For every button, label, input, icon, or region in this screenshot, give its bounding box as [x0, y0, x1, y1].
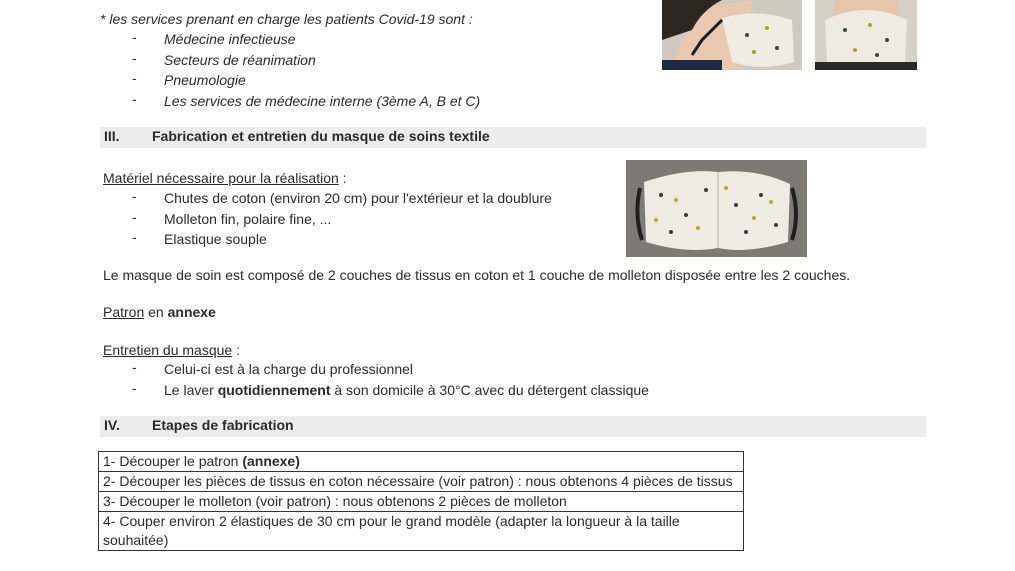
care-item-text: Le laver	[164, 382, 218, 398]
composition-text: Le masque de soin est composé de 2 couches de tissus en coton et 1 couche de molleton disposée entre les 2 couches.	[103, 267, 851, 283]
list-dash: -	[132, 50, 137, 66]
mask-photo-front	[815, 0, 917, 70]
section-title: Etapes de fabrication	[152, 417, 294, 433]
mask-photo-side	[662, 0, 802, 70]
material-item: Elastique souple	[164, 231, 267, 247]
service-item: Médecine infectieuse	[164, 31, 296, 47]
care-item-bold: quotidiennement	[217, 382, 331, 398]
step-cell	[99, 512, 744, 551]
section-title: Fabrication et entretien du masque de soins textile	[152, 128, 490, 144]
materials-colon: :	[338, 170, 347, 186]
materials-heading	[103, 168, 347, 188]
list-dash: -	[132, 29, 137, 45]
list-dash: -	[132, 380, 137, 396]
pattern-annex: annexe	[167, 304, 216, 320]
list-dash: -	[132, 359, 137, 375]
step-text: 1- Découper le patron	[103, 453, 243, 469]
step-cell	[99, 492, 744, 512]
intro-bullet: * les services prenant en charge les patients Covid-19 sont :	[100, 11, 473, 27]
service-item: Pneumologie	[164, 72, 246, 88]
step-cell	[99, 452, 744, 472]
list-dash: -	[132, 188, 137, 204]
list-dash: -	[132, 70, 137, 86]
materials-label: Matériel nécessaire pour la réalisation	[103, 170, 339, 186]
table-row	[99, 472, 744, 492]
section-header-iv	[100, 416, 926, 437]
care-item-text: à son domicile à 30°C avec du détergent classique	[330, 382, 649, 398]
list-dash: -	[132, 229, 137, 245]
care-heading	[103, 340, 240, 360]
service-item: Secteurs de réanimation	[164, 52, 316, 68]
table-row	[99, 492, 744, 512]
care-colon: :	[232, 342, 240, 358]
section-number: IV.	[104, 417, 120, 433]
material-item: Molleton fin, polaire fine, ...	[164, 211, 332, 227]
step-bold: (annexe)	[242, 453, 300, 469]
list-dash: -	[132, 209, 137, 225]
care-item	[164, 380, 649, 400]
table-row	[99, 452, 744, 472]
mask-photo	[626, 160, 807, 257]
step-cell	[99, 472, 744, 492]
pattern-label: Patron	[103, 304, 145, 320]
section-number: III.	[104, 128, 120, 144]
care-item: Celui-ci est à la charge du professionnel	[164, 361, 414, 377]
list-dash: -	[132, 91, 137, 107]
step-text: 3- Découper le molleton (voir patron) : nous obtenons 2 pièces de molleton	[103, 493, 567, 509]
section-header-iii	[100, 127, 926, 148]
pattern-line	[103, 302, 216, 322]
step-text: 4- Couper environ 2 élastiques de 30 cm pour le grand modèle (adapter la longueur à la taille souhaitée)	[103, 513, 680, 548]
pattern-mid: en	[144, 304, 168, 320]
material-item: Chutes de coton (environ 20 cm) pour l'extérieur et la doublure	[164, 190, 552, 206]
care-label: Entretien du masque	[103, 342, 233, 358]
step-text: 2- Découper les pièces de tissus en coton nécessaire (voir patron) : nous obtenons 4 pièces de tissus	[103, 473, 733, 489]
service-item: Les services de médecine interne (3ème A, B et C)	[164, 93, 481, 109]
table-row	[99, 512, 744, 551]
steps-table	[98, 451, 744, 551]
